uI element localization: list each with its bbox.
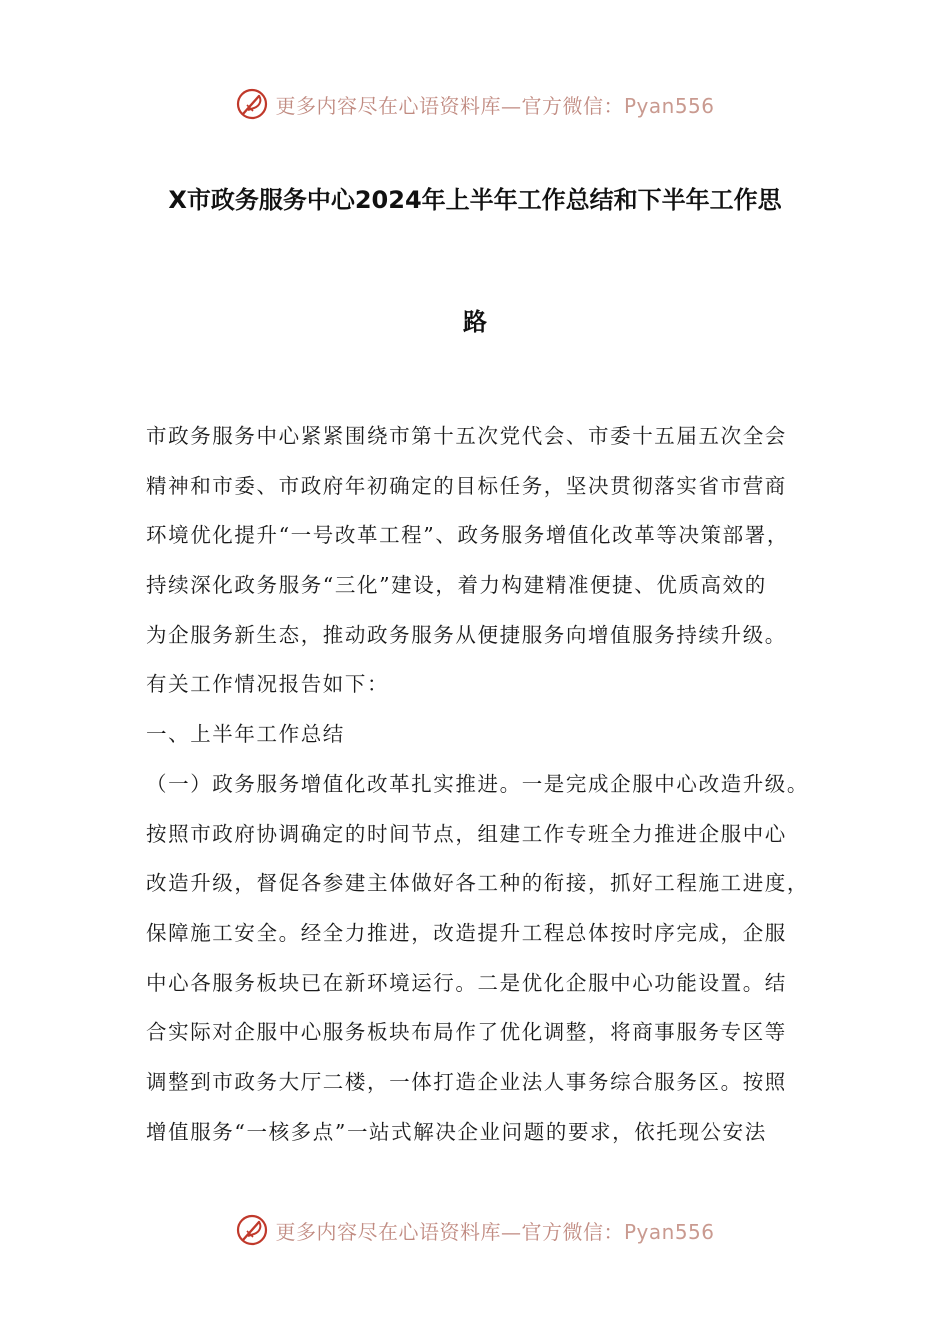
watermark-wechat-id: Pyan556 [623, 93, 715, 118]
body-line: 保障施工安全。经全力推进，改造提升工程总体按时序完成，企服 [146, 920, 787, 945]
body-line: 持续深化政务服务“三化”建设，着力构建精准便捷、优质高效的 [146, 573, 767, 598]
body-line: 中心各服务板块已在新环境运行。二是优化企服中心功能设置。结 [146, 970, 787, 995]
watermark-footer [0, 1210, 950, 1250]
document-title-line-2: 路 [463, 308, 487, 336]
watermark-wechat-id: Pyan556 [623, 1219, 715, 1244]
watermark-header [0, 84, 950, 124]
body-line: 市政务服务中心紧紧围绕市第十五次党代会、市委十五届五次全会 [146, 424, 787, 448]
body-line: 有关工作情况报告如下： [146, 672, 390, 697]
body-line: 合实际对企服中心服务板块布局作了优化调整，将商事服务专区等 [146, 1020, 787, 1045]
body-line: 按照市政府协调确定的时间节点，组建工作专班全力推进企服中心 [146, 821, 787, 846]
body-line: 精神和市委、市政府年初确定的目标任务，坚决贯彻落实省市营商 [146, 473, 787, 498]
body-line: 调整到市政务大厅二楼，一体打造企业法人事务综合服务区。按照 [146, 1069, 787, 1094]
document-body [146, 412, 826, 1157]
watermark-slogan: 更多内容尽在心语资料库—官方微信： [275, 93, 624, 118]
body-line: 环境优化提升“一号改革工程”、政务服务增值化改革等决策部署， [146, 523, 789, 548]
watermark-text [275, 1216, 714, 1245]
body-line: 改造升级，督促各参建主体做好各工种的衔接，抓好工程施工进度， [146, 871, 809, 896]
quill-logo-icon [235, 87, 269, 121]
quill-logo-icon [235, 1213, 269, 1247]
watermark-slogan: 更多内容尽在心语资料库—官方微信： [275, 1219, 624, 1244]
body-line: 为企服务新生态，推动政务服务从便捷服务向增值服务持续升级。 [146, 622, 787, 647]
body-line: 增值服务“一核多点”一站式解决企业问题的要求，依托现公安法 [146, 1119, 767, 1144]
body-line: （一）政务服务增值化改革扎实推进。一是完成企服中心改造升级。 [146, 771, 809, 796]
watermark-text [275, 90, 714, 119]
document-title-line-1: X市政务服务中心2024年上半年工作总结和下半年工作思 [168, 186, 782, 214]
section-heading: 一、上半年工作总结 [146, 722, 345, 747]
